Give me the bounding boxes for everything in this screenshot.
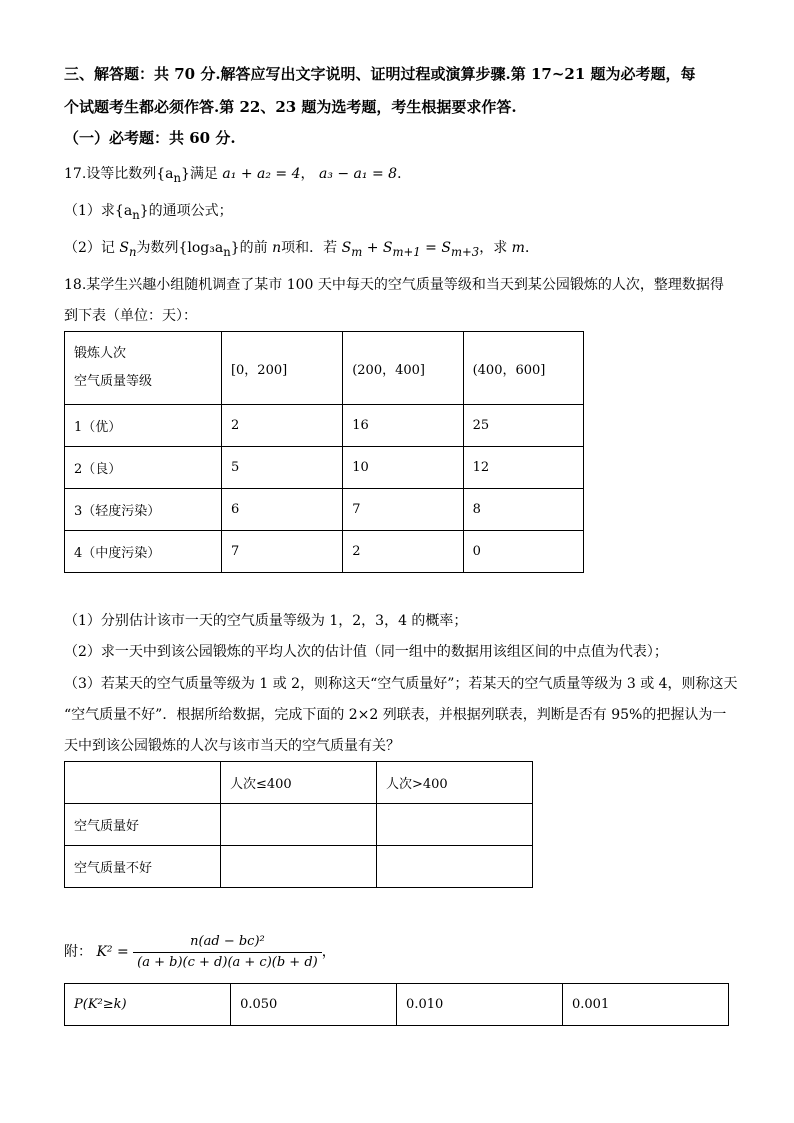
column-header: 人次≤400: [221, 762, 377, 804]
blank-cell: [377, 804, 533, 846]
column-header: 人次>400: [377, 762, 533, 804]
table-cell: 0.001: [563, 984, 729, 1026]
column-header: (200，400]: [343, 332, 463, 405]
blank-cell: [221, 804, 377, 846]
row-label: 4（中度污染）: [65, 531, 222, 573]
section-header-line-2: 个试题考生都必须作答.第 22、23 题为选考题，考生根据要求作答.: [64, 98, 517, 116]
table-cell: 0.010: [397, 984, 563, 1026]
table-row: [65, 447, 584, 489]
table-cell: 0.050: [231, 984, 397, 1026]
table-cell: 7: [343, 489, 463, 531]
table-cell: 5: [221, 447, 342, 489]
blank-cell: [221, 846, 377, 888]
table-cell: 16: [343, 405, 463, 447]
q18-stem-line-2: 到下表（单位：天）：: [64, 308, 197, 324]
sequence-symbol: $\{a_n\}$: [156, 166, 190, 185]
formula-fraction: $\frac{\text{n(ad − bc)²}}{(a + b)(c + d)(a + c)(b + d)}$: [133, 933, 322, 972]
table-cell: 8: [463, 489, 583, 531]
table-row: [65, 489, 584, 531]
equation-1: a₁ + a₂ = 4: [222, 166, 301, 182]
air-quality-table: [64, 331, 584, 573]
table-cell: 2: [221, 405, 342, 447]
row-label: 2（良）: [65, 447, 222, 489]
row-label: 3（轻度污染）: [65, 489, 222, 531]
table-cell: 12: [463, 447, 583, 489]
table-row: [65, 531, 584, 573]
q18-part-1: （1）分别估计该市一天的空气质量等级为 1，2，3，4 的概率；: [64, 613, 468, 629]
table-cell: 6: [221, 489, 342, 531]
table-cell: 10: [343, 447, 463, 489]
table-cell: 25: [463, 405, 583, 447]
empty-corner-cell: [65, 762, 221, 804]
contingency-table: [64, 761, 533, 888]
blank-cell: [377, 846, 533, 888]
table-cell: 7: [221, 531, 342, 573]
q18-stem-line-1: 18.某学生兴趣小组随机调查了某市 100 天中每天的空气质量等级和当天到某公园锻炼的人次，整理数据得: [64, 277, 724, 293]
row-label: 空气质量好: [65, 804, 221, 846]
q17-part-1: （1）求$\{a_n\}$的通项公式；: [64, 203, 233, 222]
table-row: [65, 405, 584, 447]
row-label: P(K²≥k): [65, 984, 231, 1026]
section-header-line-1: 三、解答题：共 70 分.解答应写出文字说明、证明过程或演算步骤.第 17~21 题为必考题，每: [64, 65, 696, 83]
q17-part-2: （2）记 $S_n$为数列$\{\log_3a_n\}$的前 n项和．若 $S_m + S_{m+1} = S_{m+3}$，求 m．: [64, 240, 539, 259]
row-label: 空气质量不好: [65, 846, 221, 888]
equation-2: a₃ − a₁ = 8: [318, 166, 398, 182]
q18-part-3-line-3: 天中到该公园锻炼的人次与该市当天的空气质量有关？: [64, 738, 400, 754]
table-corner-header: 锻炼人次 空气质量等级: [65, 332, 222, 405]
q18-part-2: （2）求一天中到该公园锻炼的平均人次的估计值（同一组中的数据用该组区间的中点值为代表）；: [64, 644, 668, 660]
column-header: (400，600]: [463, 332, 583, 405]
subsection-title: （一）必考题：共 60 分.: [64, 129, 236, 147]
table-row: [65, 846, 533, 888]
equation-3: $S_m + S_{m+1} = S_{m+3}$: [341, 240, 480, 259]
q18-part-3-line-1: （3）若某天的空气质量等级为 1 或 2，则称这天“空气质量好”；若某天的空气质量等级为 3 或 4，则称这天: [64, 676, 738, 692]
table-cell: 2: [343, 531, 463, 573]
k-squared-formula: 附： K² = $\frac{\text{n(ad − bc)²}}{(a + b)(c + d)(a + c)(b + d)}$ ，: [64, 933, 336, 970]
q18-part-3-line-2: “空气质量不好”．根据所给数据，完成下面的 2×2 列联表，并根据列联表，判断是否有 95%的把握认为一: [64, 707, 727, 723]
column-header: [0，200]: [221, 332, 342, 405]
row-label: 1（优）: [65, 405, 222, 447]
table-row: [65, 804, 533, 846]
q17-stem: 17.设等比数列$\{a_n\}$满足 a₁ + a₂ = 4， a₃ − a₁ = 8．: [64, 166, 412, 185]
table-cell: 0: [463, 531, 583, 573]
critical-value-table: [64, 983, 729, 1026]
